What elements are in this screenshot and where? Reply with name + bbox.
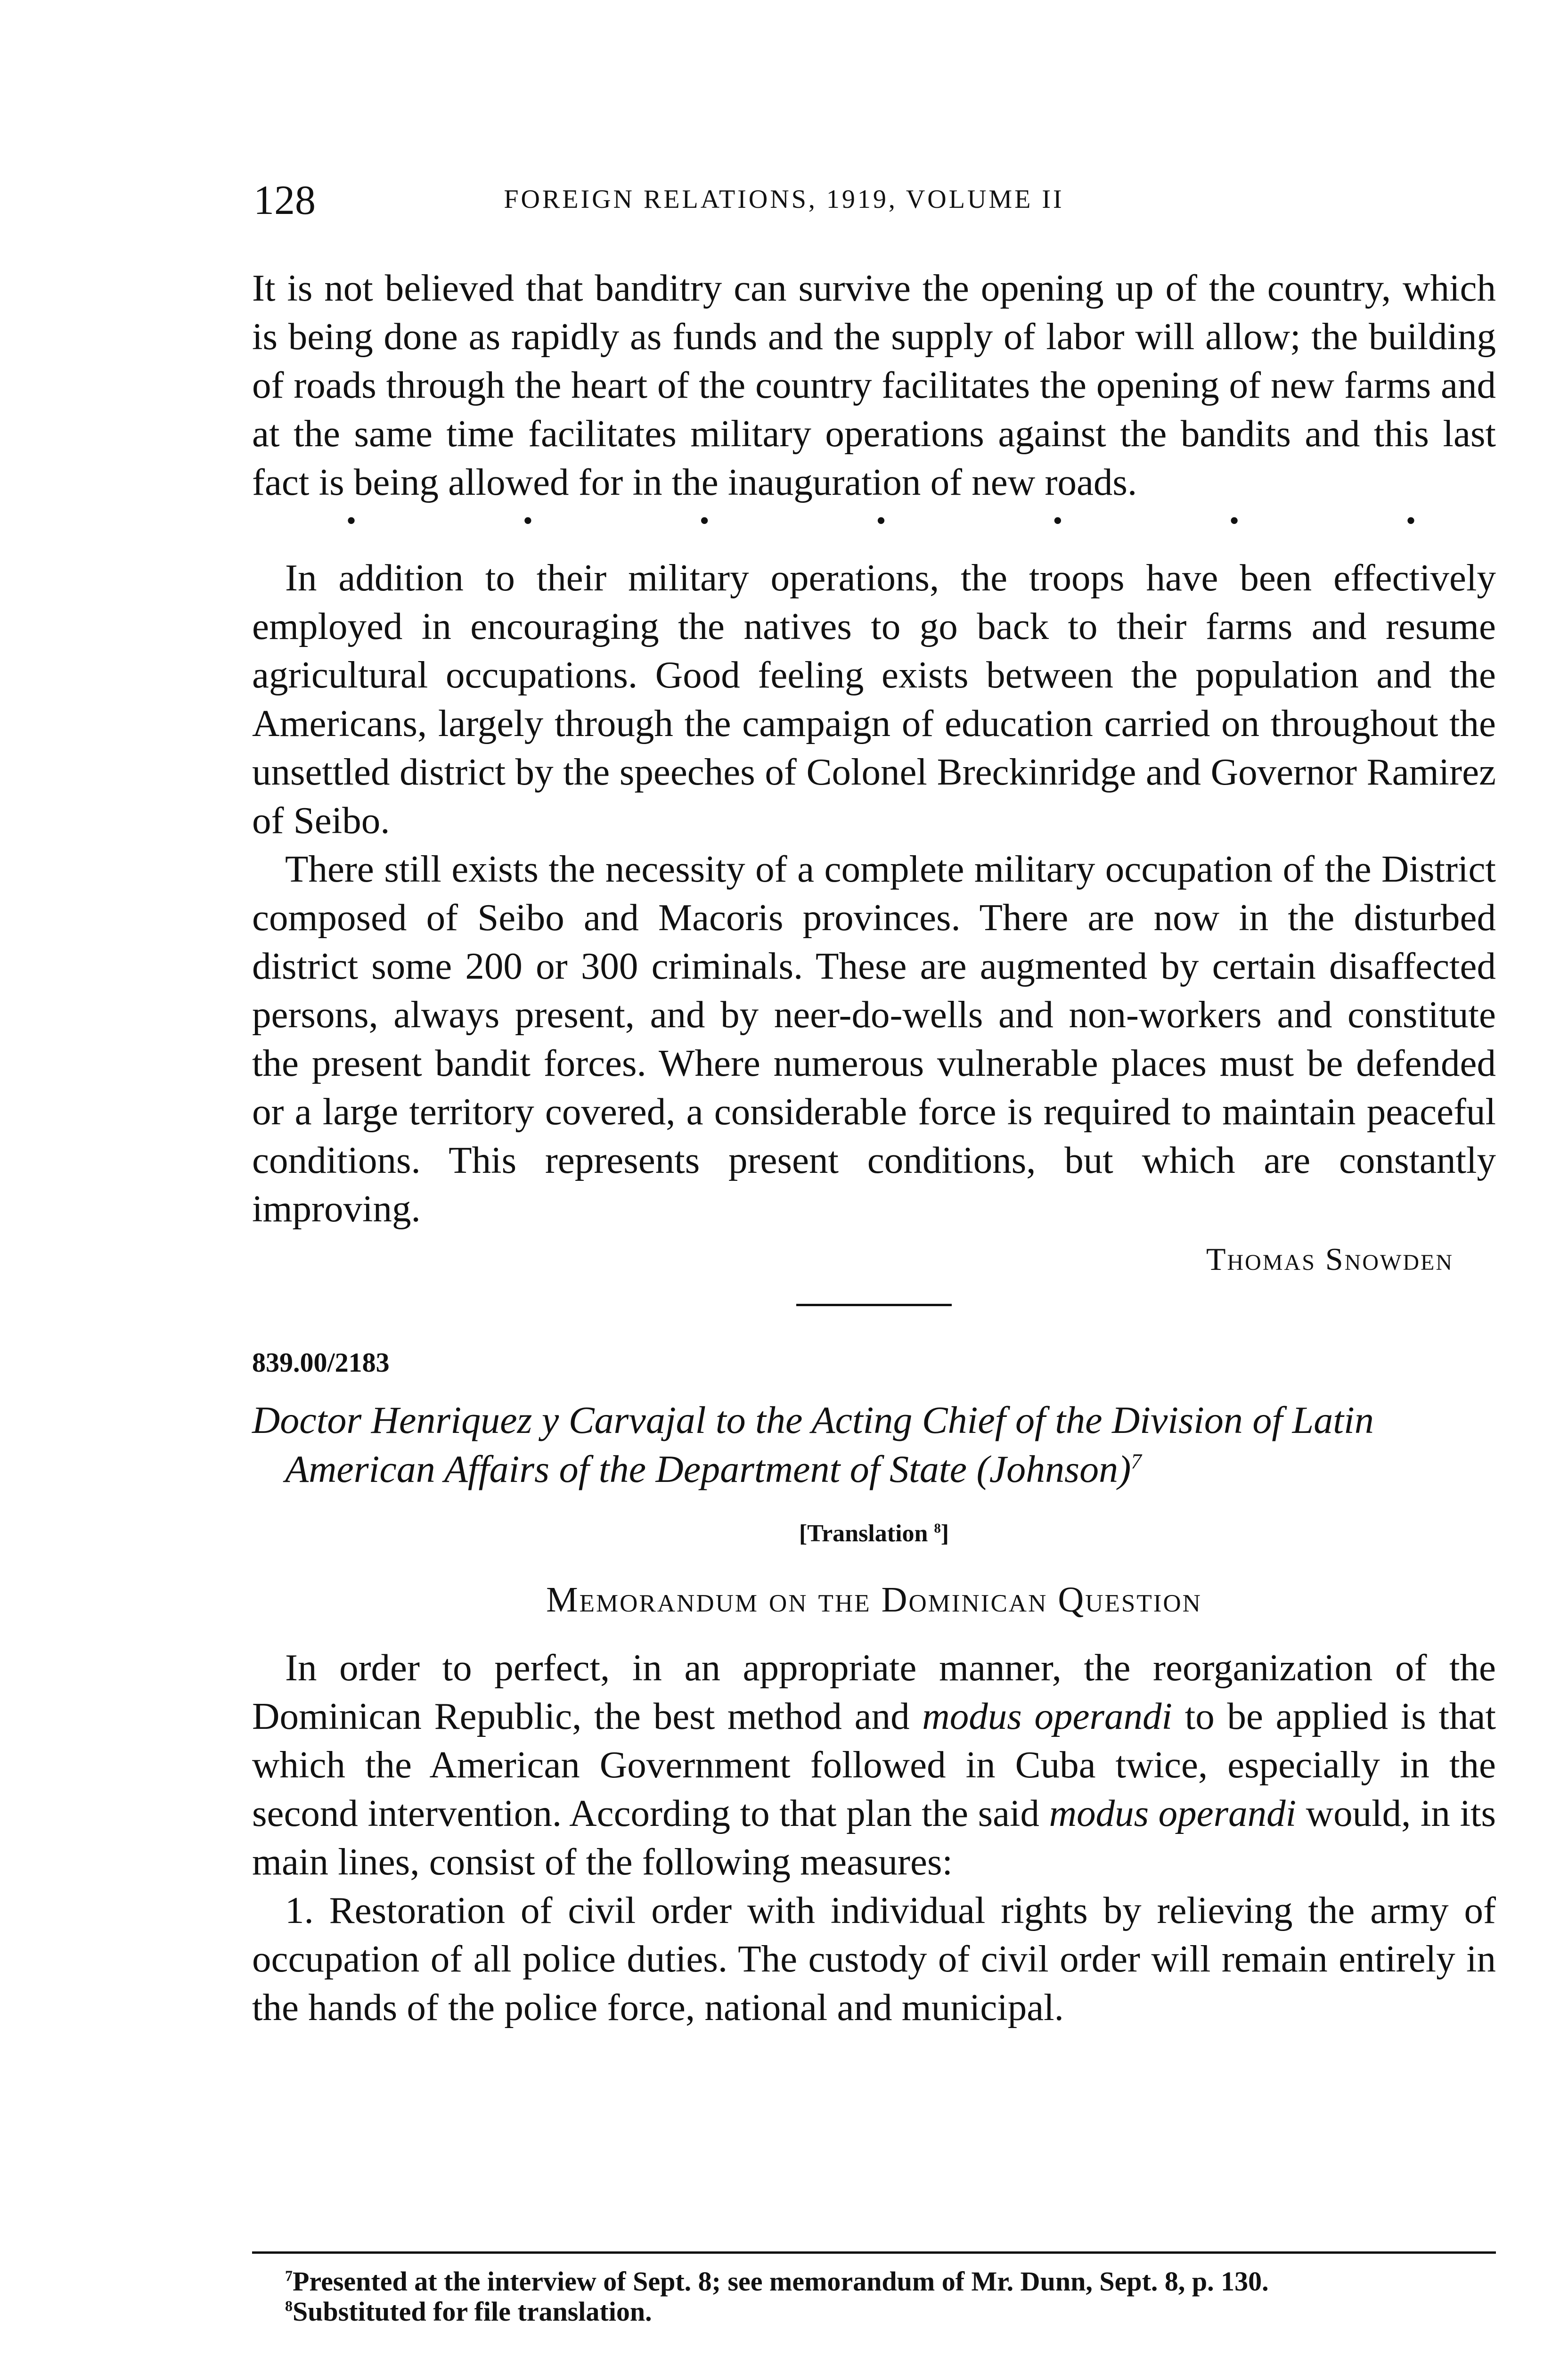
document-title-text: Doctor Henriquez y Carvajal to the Acting Chief of the Division of Latin American Affairs of the Department of State (Johnson): [252, 1399, 1374, 1490]
ellipsis-dot: •: [1405, 505, 1416, 536]
paragraph: In addition to their military operations, the troops have been effectively employed in encouraging the natives to go back to their farms and resume agricultural occupations. Good feeling exists between the population and the Americans, largely through the campaign of education carried on throughout the unsettled district by the speeches of Colonel Breckinridge and Governor Ramirez of Seibo.: [252, 556, 1496, 842]
paragraph-text: to be applied is that which the American Government followed in Cuba twice, especially in the second intervention. According to that plan the said: [252, 1695, 1496, 1834]
footnote: [252, 2266, 1496, 2297]
ellipsis-dot: •: [1229, 505, 1240, 536]
footnotes: [252, 2266, 1496, 2327]
footnote-mark: 7: [285, 2267, 293, 2284]
footnote-ref: 7: [1131, 1449, 1142, 1473]
section-divider: [796, 1304, 952, 1306]
translation-label-text: [Translation: [799, 1520, 928, 1547]
footnote-divider: [252, 2251, 1496, 2254]
footnote-mark: 8: [285, 2298, 293, 2315]
memorandum-heading: Memorandum on the Dominican Question: [546, 1580, 1202, 1620]
list-item: 1. Restoration of civil order with individual rights by relieving the army of occupation of all police duties. The custody of civil order will remain entirely in the hands of the police force, national and municipal.: [252, 1889, 1496, 2029]
footnote: [252, 2297, 1496, 2327]
main-text: [252, 264, 1496, 2032]
paragraph: There still exists the necessity of a complete military occupation of the District composed of Seibo and Macoris provinces. There are now in the disturbed district some 200 or 300 criminals. These are augmented by certain disaffected persons, always present, and by neer-do-wells and non-workers and constitute the present bandit forces. Where numerous vulnerable places must be defended or a large territory covered, a considerable force is required to maintain peaceful conditions. This represents present conditions, but which are constantly improving.: [252, 848, 1496, 1230]
italic-term: modus operandi: [922, 1695, 1173, 1737]
translation-label: [252, 1513, 1496, 1555]
paragraph-text: would, in its main lines, consist of the following measures:: [252, 1792, 1496, 1883]
document-title: [252, 1396, 1496, 1494]
ellipsis-dot: •: [523, 505, 533, 536]
signature: Thomas Snowden: [1206, 1241, 1454, 1277]
footnote-text: Presented at the interview of Sept. 8; see memorandum of Mr. Dunn, Sept. 8, p. 130.: [292, 2266, 1269, 2297]
page-number: 128: [253, 178, 316, 223]
ellipsis-dot: •: [346, 505, 357, 536]
footnote-ref: 8: [934, 1521, 941, 1536]
ellipsis-dot: •: [699, 505, 710, 536]
translation-label-close: ]: [940, 1520, 949, 1547]
running-title: FOREIGN RELATIONS, 1919, VOLUME II: [504, 185, 1064, 214]
ellipsis-dot: •: [876, 505, 886, 536]
paragraph: It is not believed that banditry can survive the opening up of the country, which is being done as rapidly as funds and the supply of labor will allow; the building of roads through the heart of the country facilitates the opening of new farms and at the same time facilitates military operations against the bandits and this last fact is being allowed for in the inauguration of new roads.: [252, 267, 1496, 503]
paragraph-text: In order to perfect, in an appropriate manner, the reorganization of the Dominican Republic, the best method and: [252, 1646, 1496, 1737]
ellipsis-dots: [346, 507, 1416, 554]
italic-term: modus operandi: [1049, 1792, 1297, 1834]
ellipsis-dot: •: [1053, 505, 1063, 536]
paragraph: [252, 1644, 1496, 1886]
footnote-text: Substituted for file translation.: [292, 2296, 652, 2327]
file-number: 839.00/2183: [252, 1347, 390, 1378]
